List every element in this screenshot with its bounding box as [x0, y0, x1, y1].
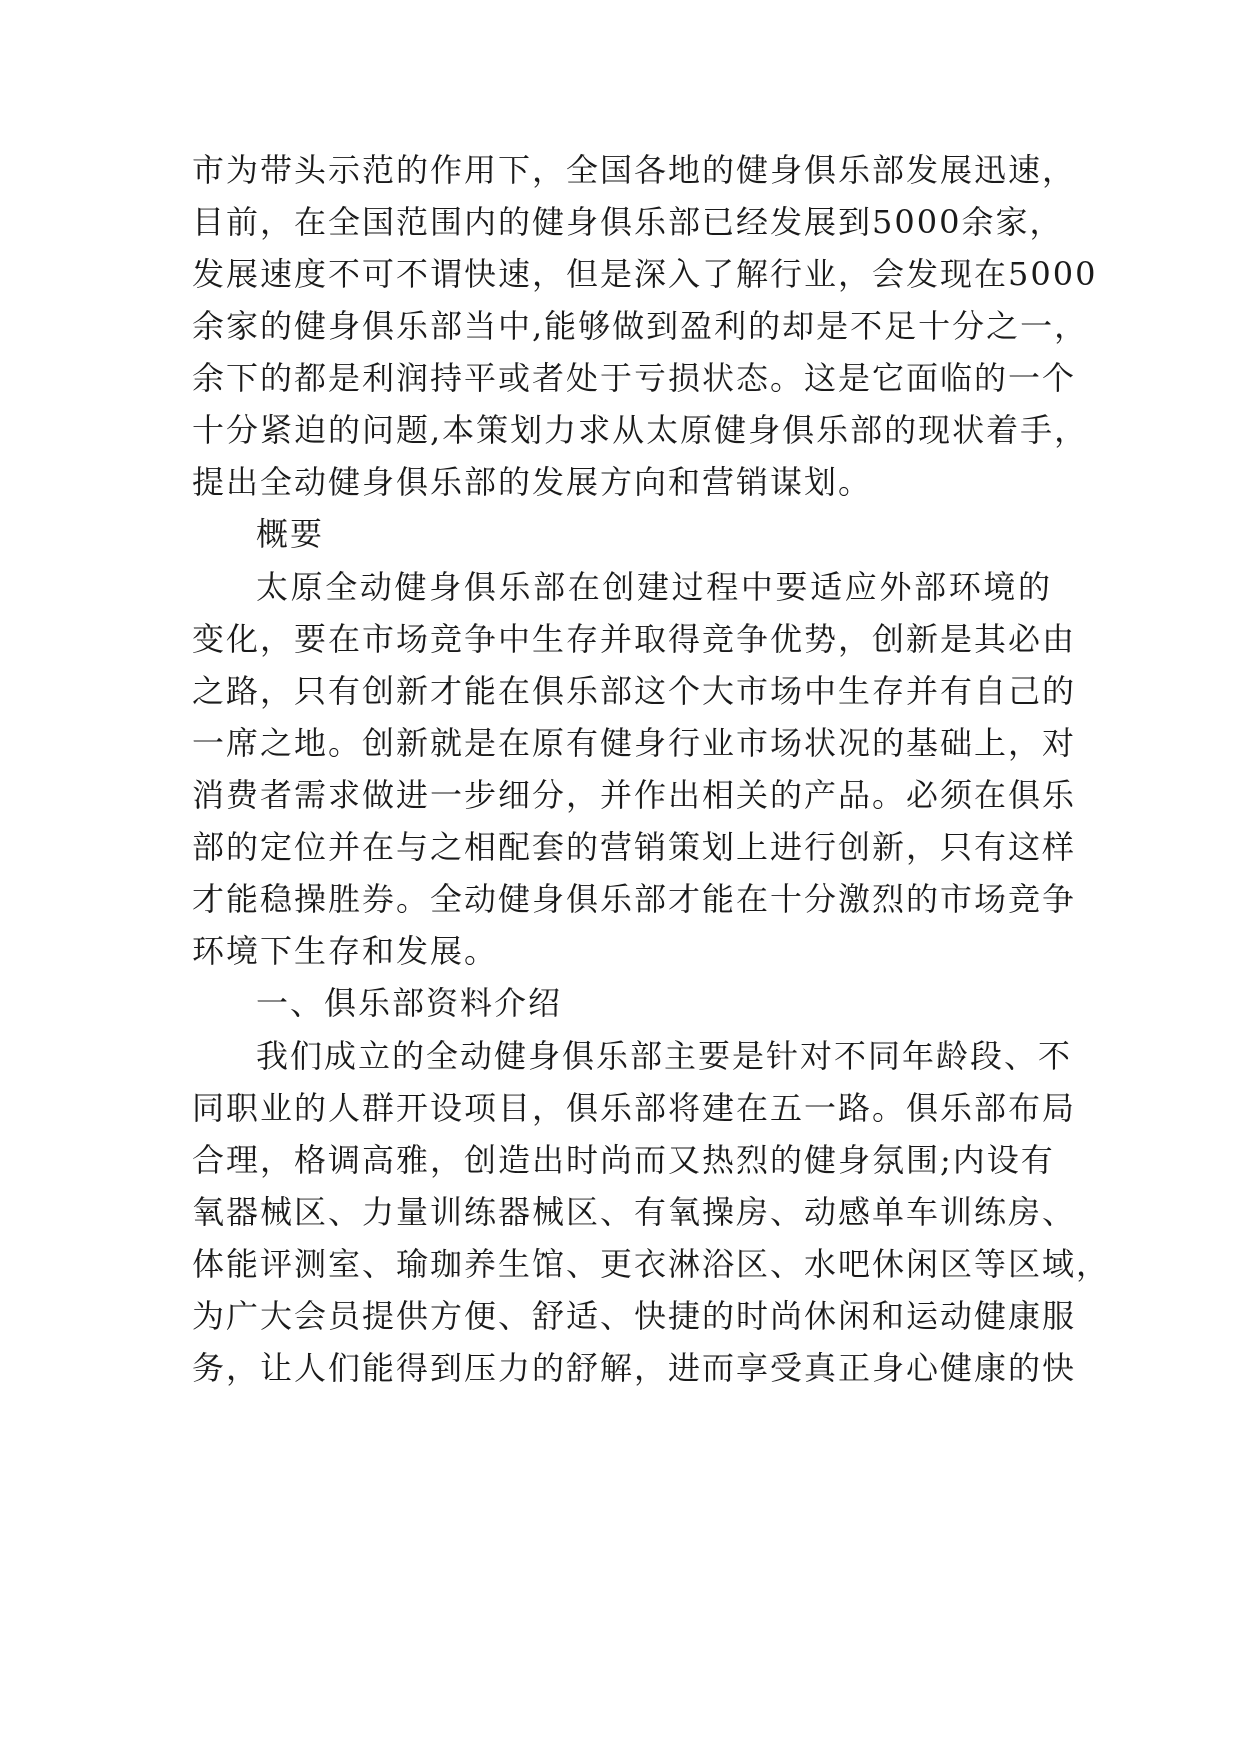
text-line: 环境下生存和发展。 [192, 932, 499, 970]
text-line: 发展速度不可不谓快速，但是深入了解行业，会发现在5000 [192, 255, 1098, 293]
text-line: 氧器械区、力量训练器械区、有氧操房、动感单车训练房、 [192, 1193, 1077, 1231]
text-line: 为广大会员提供方便、舒适、快捷的时尚休闲和运动健康服 [192, 1297, 1077, 1335]
text-line: 余下的都是利润持平或者处于亏损状态。这是它面临的一个 [192, 359, 1077, 397]
text-line: 体能评测室、瑜珈养生馆、更衣淋浴区、水吧休闲区等区域， [192, 1245, 1111, 1283]
text-line: 消费者需求做进一步细分，并作出相关的产品。必须在俱乐 [192, 776, 1077, 814]
text-line: 我们成立的全动健身俱乐部主要是针对不同年龄段、不 [256, 1037, 1073, 1075]
text-line: 余家的健身俱乐部当中,能够做到盈利的却是不足十分之一， [192, 307, 1089, 345]
text-line: 变化，要在市场竞争中生存并取得竞争优势，创新是其必由 [192, 620, 1077, 658]
text-line: 同职业的人群开设项目，俱乐部将建在五一路。俱乐部布局 [192, 1089, 1077, 1127]
text-line: 部的定位并在与之相配套的营销策划上进行创新，只有这样 [192, 828, 1077, 866]
text-line: 目前，在全国范围内的健身俱乐部已经发展到5000余家， [192, 203, 1064, 241]
text-line: 十分紧迫的问题,本策划力求从太原健身俱乐部的现状着手， [192, 411, 1089, 449]
text-line: 务，让人们能得到压力的舒解，进而享受真正身心健康的快 [192, 1349, 1077, 1387]
text-line: 合理，格调高雅，创造出时尚而又热烈的健身氛围;内设有 [192, 1141, 1055, 1179]
section-heading-overview: 概要 [256, 515, 325, 553]
text-line: 提出全动健身俱乐部的发展方向和营销谋划。 [192, 463, 873, 501]
text-line: 一席之地。创新就是在原有健身行业市场状况的基础上，对 [192, 724, 1077, 762]
text-line: 市为带头示范的作用下，全国各地的健身俱乐部发展迅速， [192, 151, 1077, 189]
section-heading-club-intro: 一、俱乐部资料介绍 [256, 984, 563, 1022]
text-line: 之路，只有创新才能在俱乐部这个大市场中生存并有自己的 [192, 672, 1077, 710]
text-line: 太原全动健身俱乐部在创建过程中要适应外部环境的 [256, 568, 1052, 606]
text-line: 才能稳操胜券。全动健身俱乐部才能在十分激烈的市场竞争 [192, 880, 1077, 918]
